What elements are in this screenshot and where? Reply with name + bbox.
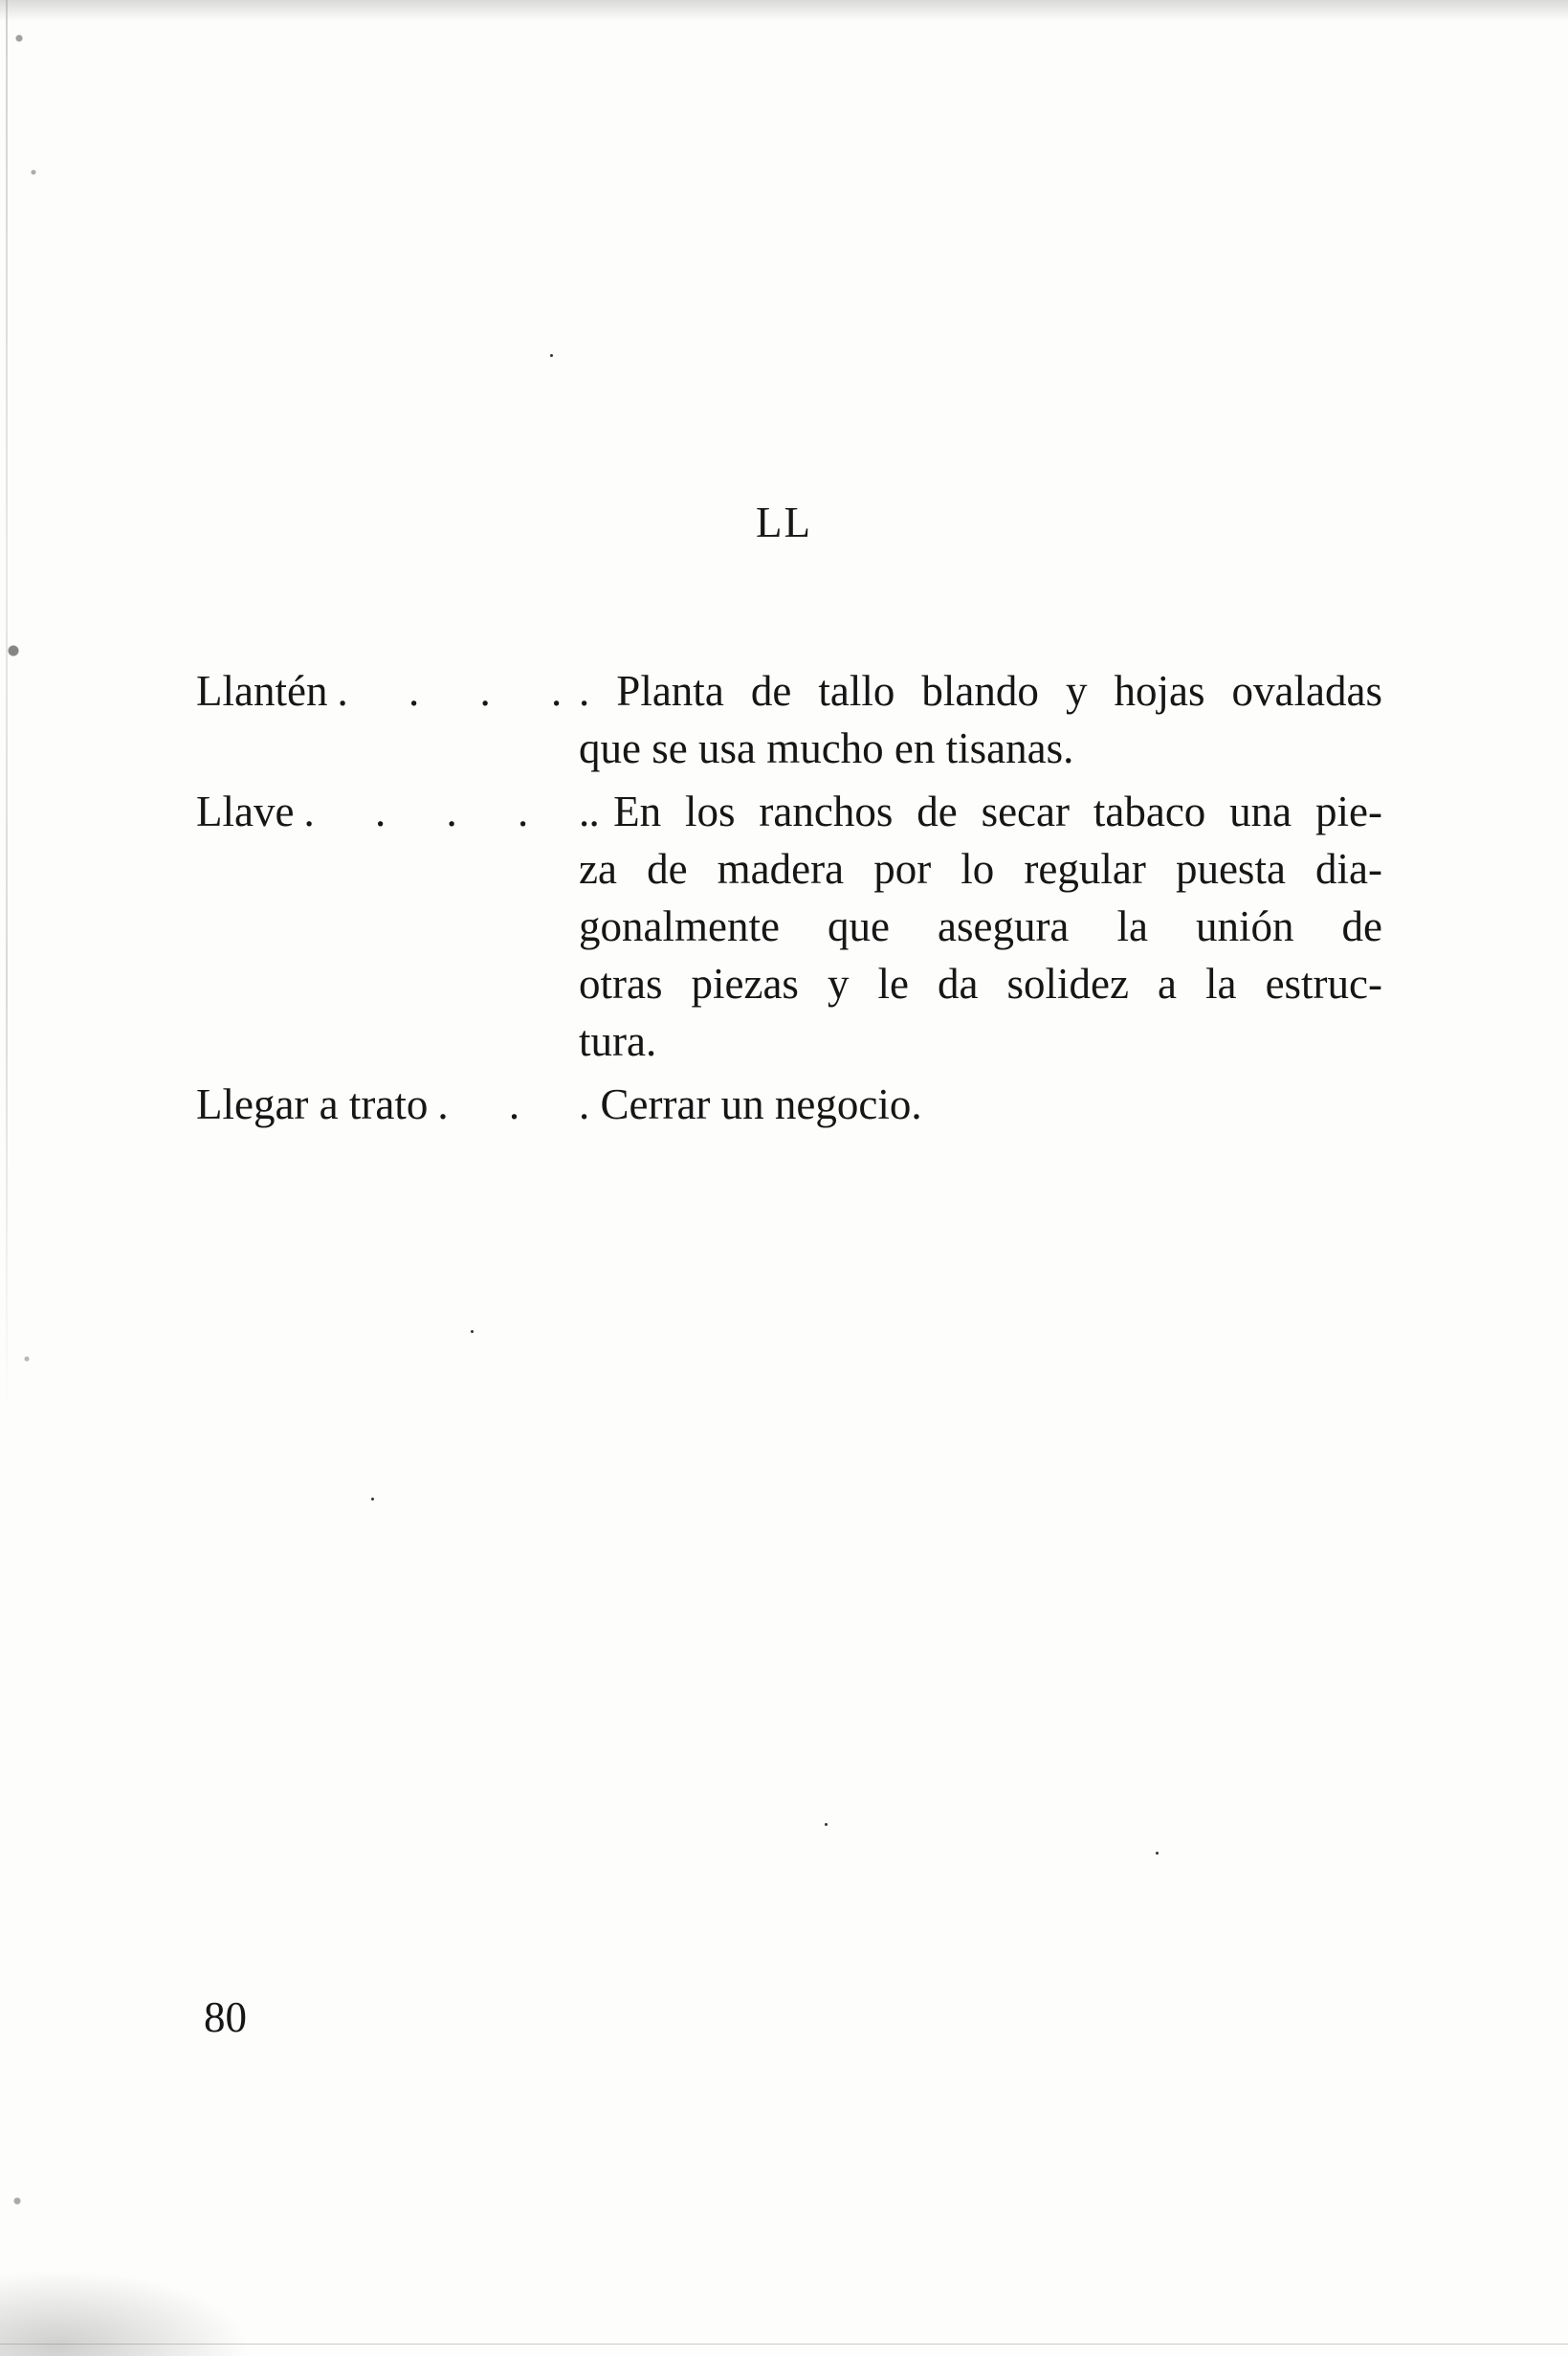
glossary-entry (196, 662, 1402, 777)
entry-definition (579, 662, 1382, 777)
dot-leader: . . . . (337, 667, 587, 715)
dot-leader: . . (437, 1080, 545, 1128)
entry-term (196, 662, 587, 720)
speck (371, 1498, 374, 1500)
scan-top-edge (0, 0, 1568, 21)
definition-line: gonalmente que asegura la unión de (579, 902, 1382, 950)
entry-definition (579, 783, 1382, 1070)
term-text: Llantén (196, 667, 328, 715)
section-heading: LL (756, 499, 812, 546)
definition-line: . En los ranchos de secar tabaco una pie- (579, 788, 1382, 835)
term-text: Llegar a trato (196, 1080, 429, 1128)
dot-leader: . . . . . (303, 788, 625, 835)
term-text: Llave (196, 788, 295, 835)
glossary-entry (196, 1076, 1402, 1133)
speck (471, 1330, 474, 1333)
definition-line: otras piezas y le da solidez a la estruc- (579, 960, 1382, 1008)
glossary-entries (196, 662, 1402, 1139)
page-number: 80 (204, 1993, 247, 2041)
scan-smudge (0, 2270, 249, 2356)
definition-line: za de madera por lo regular puesta dia- (579, 845, 1382, 893)
speck (1156, 1852, 1159, 1855)
entry-definition (579, 1076, 1382, 1133)
scan-left-edge (0, 0, 67, 2356)
definition-line: tura. (579, 1017, 657, 1065)
speck (825, 1823, 828, 1826)
speck (550, 354, 553, 357)
glossary-entry (196, 783, 1402, 1070)
definition-line: . Planta de tallo blando y hojas ovaladas (579, 667, 1382, 715)
definition-line: . Cerrar un negocio. (579, 1080, 922, 1128)
definition-line: que se usa mucho en tisanas. (579, 724, 1074, 772)
entry-term (196, 783, 625, 840)
entry-term (196, 1076, 579, 1133)
